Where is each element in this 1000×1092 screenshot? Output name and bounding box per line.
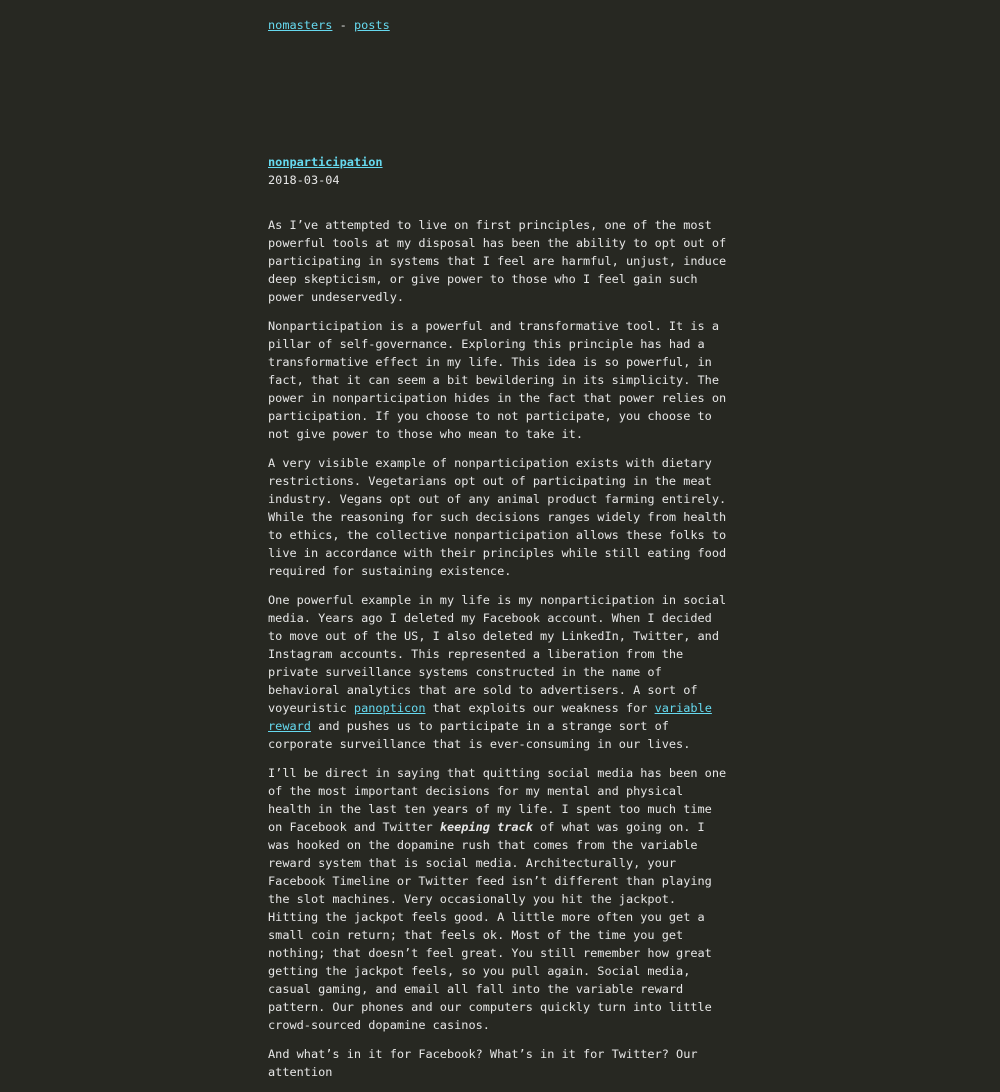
post-body [268,216,732,1081]
post-title-link[interactable]: nonparticipation [268,155,383,169]
post-header [268,153,732,189]
paragraph-4-text-b: that exploits our weakness for [425,701,655,715]
paragraph-4 [268,591,732,753]
paragraph-4-text-c: and pushes us to participate in a strange sort of corporate surveillance that is ever-consuming in our lives. [268,719,691,751]
paragraph-5 [268,764,732,1034]
variable-reward-link[interactable]: variable reward [268,701,712,733]
paragraph-5-text-b: of what was going on. I was hooked on the dopamine rush that comes from the variable reward system that is social media. Architecturally, your Facebook Timeline or Twitter feed isn’t different than playing the slot machines. Very occasionally you hit the jackpot. Hitting the jackpot feels good. A little more often you get a small coin return; that feels ok. Most of the time you get nothing; that doesn’t feel great. You still remember how great getting the jackpot feels, so you pull again. Social media, casual gaming, and email all fall into the variable reward pattern. Our phones and our computers quickly turn into little crowd-sourced dopamine casinos. [268,820,712,1032]
nav-separator: - [339,18,347,32]
paragraph-1: As I’ve attempted to live on first principles, one of the most powerful tools at my disposal has been the ability to opt out of participating in systems that I feel are harmful, unjust, induce deep skepticism, or give power to those who I feel gain such power undeservedly. [268,218,727,304]
post-date: 2018-03-04 [268,173,340,187]
paragraph-6: And what’s in it for Facebook? What’s in it for Twitter? Our attention [268,1047,698,1079]
paragraph-3: A very visible example of nonparticipation exists with dietary restrictions. Vegetarians opt out of participating in the meat industry. Vegans opt out of any animal product farming entirely. While the reasoning for such decisions ranges widely from health to ethics, the collective nonparticipation allows these folks to live in accordance with their principles while still eating food required for sustaining existence. [268,456,727,578]
content-column [268,16,732,1092]
posts-link[interactable]: posts [353,18,390,32]
site-nav [268,16,732,34]
paragraph-4-text-a: One powerful example in my life is my nonparticipation in social media. Years ago I deleted my Facebook account. When I decided to move out of the US, I also deleted my LinkedIn, Twitter, and Instagram accounts. This represented a liberation from the private surveillance systems constructed in the name of behavioral analytics that are sold to advertisers. A sort of voyeuristic [268,593,727,715]
panopticon-link[interactable]: panopticon [353,701,426,715]
paragraph-5-text-a: I’ll be direct in saying that quitting social media has been one of the most important decisions for my mental and physical health in the last ten years of my life. I spent too much time on Facebook and Twitter [268,766,727,834]
paragraph-2: Nonparticipation is a powerful and transformative tool. It is a pillar of self-governance. Exploring this principle has had a transformative effect in my life. This idea is so powerful, in fact, that it can seem a bit bewildering in its simplicity. The power in nonparticipation hides in the fact that power relies on participation. If you choose to not participate, you choose to not give power to those who mean to take it. [268,319,727,441]
keeping-track-emphasis: keeping track [439,820,533,834]
home-link[interactable]: nomasters [268,18,333,32]
